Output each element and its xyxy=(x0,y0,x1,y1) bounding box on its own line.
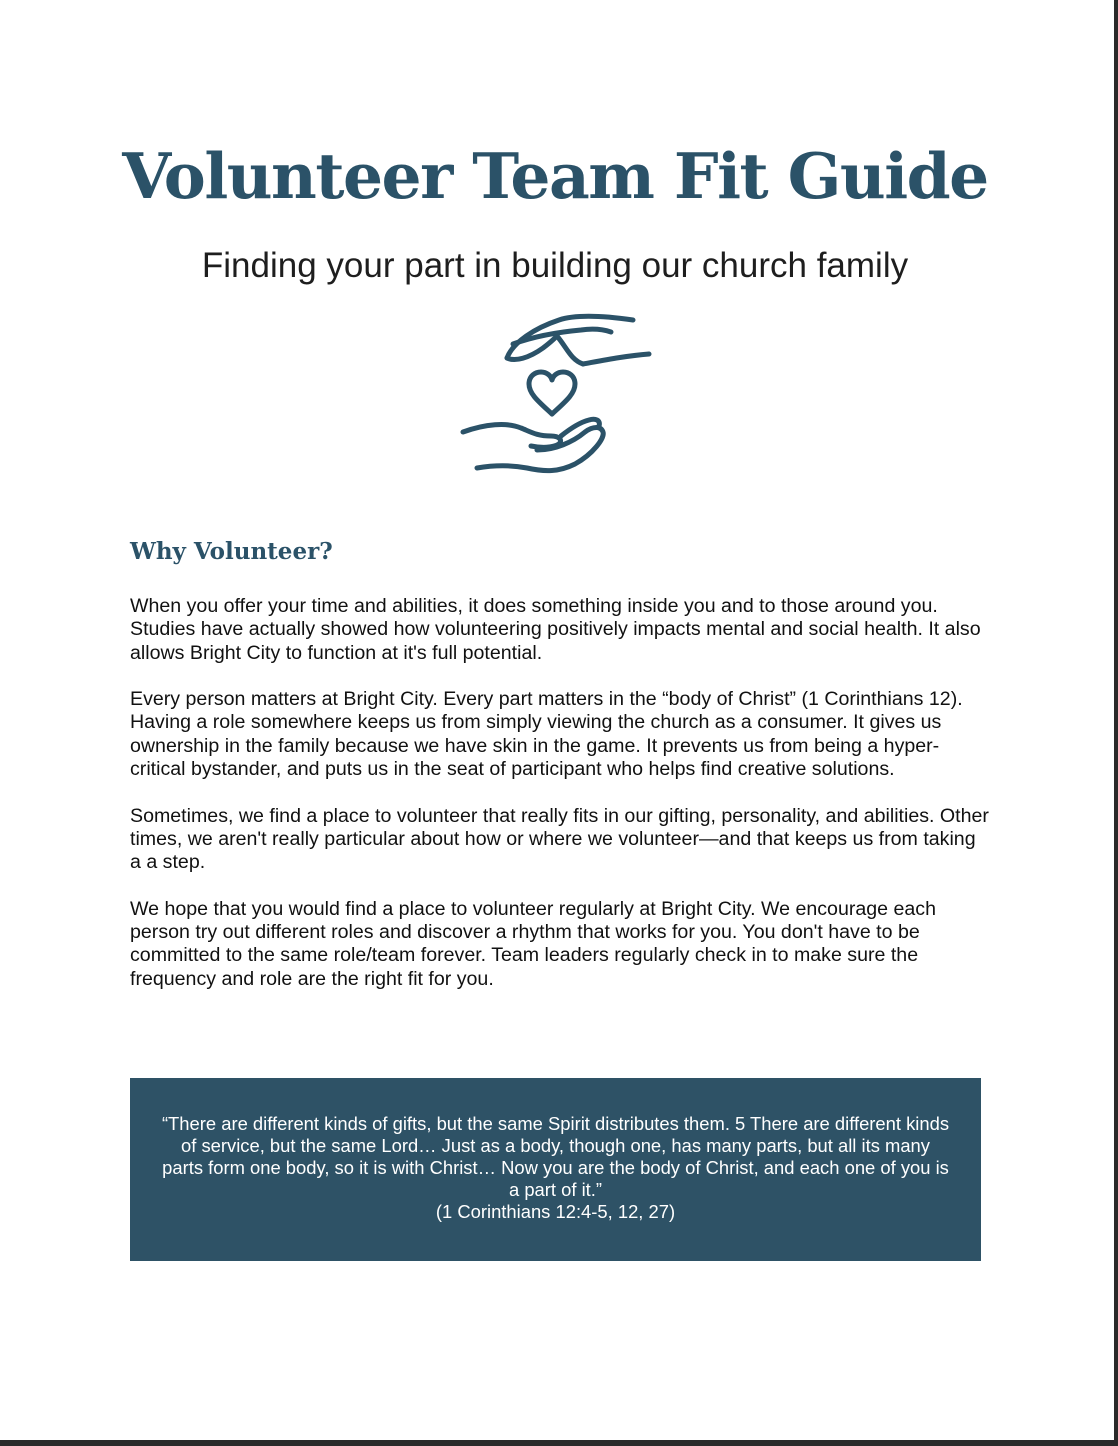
section-heading: Why Volunteer? xyxy=(130,538,333,565)
quote-text: “There are different kinds of gifts, but the same Spirit distributes them. 5 There are different kinds of service, but the same Lord… Just as a body, though one, has many parts, but all its many parts form one body, so it is with Christ… Now you are the body of Christ, and each one of you is a part of it.” xyxy=(161,1113,950,1200)
paragraph: We hope that you would find a place to volunteer regularly at Bright City. We encourage each person try out different roles and discover a rhythm that works for you. You don't have to be committed to the same role/team forever. Team leaders regularly check in to make sure the frequency and role are the right fit for you. xyxy=(130,897,936,990)
paragraph: Sometimes, we find a place to volunteer that really fits in our gifting, personality, and abilities. Other times, we aren't really particular about how or where we volunteer—and that keeps us from taking a a step. xyxy=(130,804,989,874)
paragraph: Every person matters at Bright City. Every part matters in the “body of Christ” (1 Corinthians 12). Having a role somewhere keeps us from simply viewing the church as a consumer. It gives us ownership in the family because we have skin in the game. It prevents us from being a hyper-critical bystander, and puts us in the seat of participant who helps find creative solutions. xyxy=(130,688,963,781)
heart-icon xyxy=(529,372,575,414)
page-title: Volunteer Team Fit Guide xyxy=(122,139,988,213)
top-hand-wrist-icon xyxy=(583,354,649,364)
hands-heart-icon xyxy=(455,308,655,480)
scripture-quote-box xyxy=(130,1078,981,1261)
page-subtitle: Finding your part in building our church family xyxy=(201,246,909,285)
body-text xyxy=(130,595,990,1014)
paragraph: When you offer your time and abilities, it does something inside you and to those around you. Studies have actually showed how volunteering positively impacts mental and social health. It also allows Bright City to function at it's full potential. xyxy=(130,595,981,664)
quote-reference: (1 Corinthians 12:4-5, 12, 27) xyxy=(435,1201,676,1222)
bottom-hand-icon xyxy=(463,425,561,448)
